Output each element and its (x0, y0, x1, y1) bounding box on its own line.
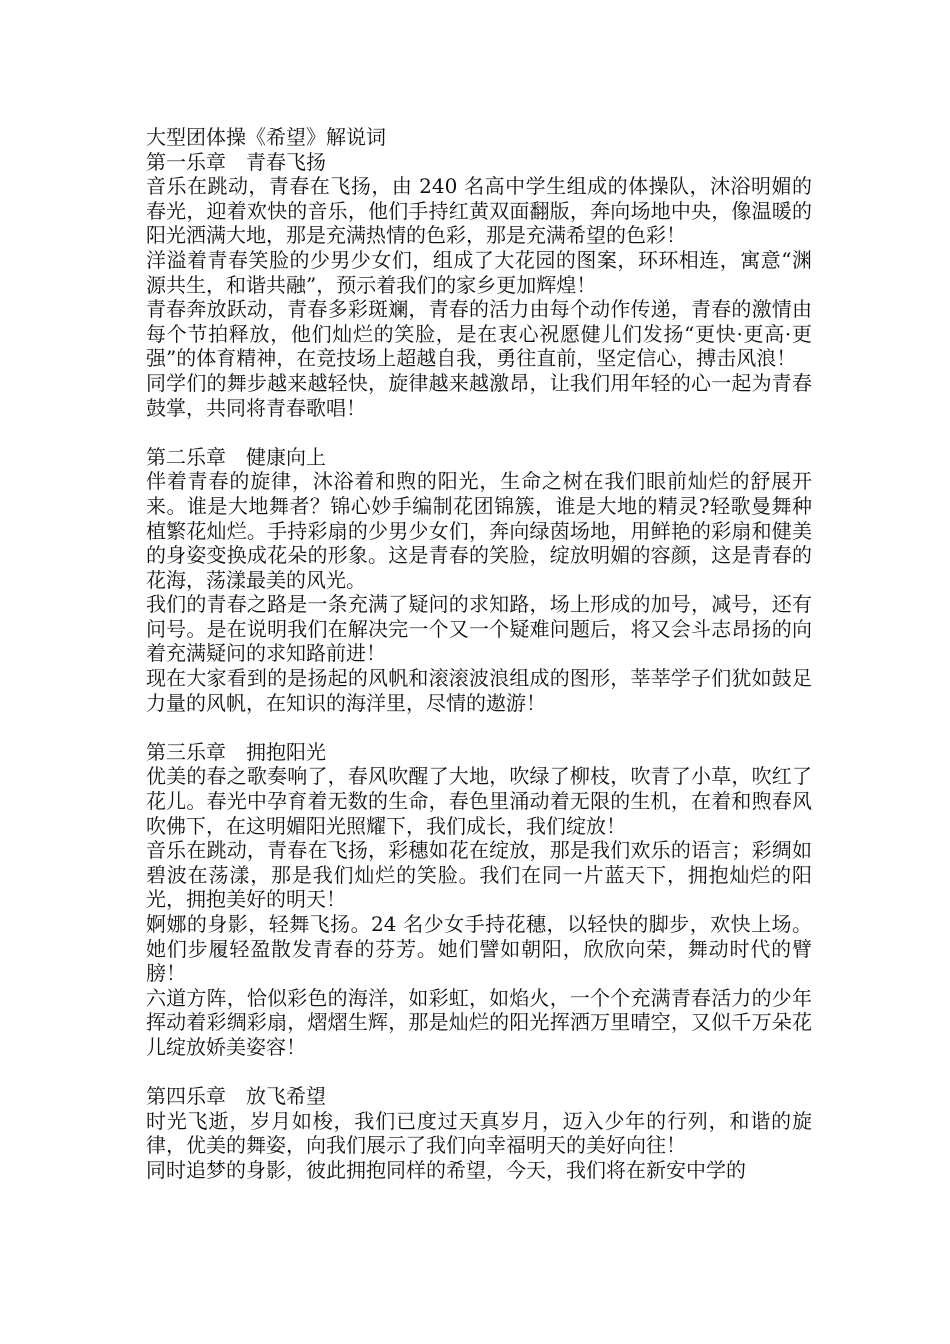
section-heading-1: 第一乐章 青春飞扬 (146, 149, 326, 174)
document-title: 大型团体操《希望》解说词 (146, 125, 386, 149)
section-spacer (146, 715, 812, 740)
paragraph: 优美的春之歌奏响了，春风吹醒了大地，吹绿了柳枝，吹青了小草，吹红了花儿。春光中孕育着无数的生命，春色里涌动着无限的生机，在着和煦春风吹佛下，在这明媚阳光照耀下，我们成长，我们绽放！ (146, 764, 812, 838)
paragraph: 婀娜的身影，轻舞飞扬。24 名少女手持花穗，以轻快的脚步，欢快上场。她们步履轻盈散发青春的芬芳。她们譬如朝阳，欣欣向荣，舞动时代的臂膀！ (146, 912, 812, 986)
paragraph: 音乐在跳动，青春在飞扬，彩穗如花在绽放，那是我们欢乐的语言；彩绸如碧波在荡漾，那是我们灿烂的笑脸。我们在同一片蓝天下，拥抱灿烂的阳光，拥抱美好的明天！ (146, 838, 812, 912)
paragraph: 音乐在跳动，青春在飞扬，由 240 名高中学生组成的体操队，沐浴明媚的春光，迎着欢快的音乐，他们手持红黄双面翻版，奔向场地中央，像温暖的阳光洒满大地，那是充满热情的色彩，那是充满希望的色彩！ (146, 174, 812, 248)
document-page (146, 125, 812, 1183)
paragraph: 洋溢着青春笑脸的少男少女们，组成了大花园的图案，环环相连，寓意“渊源共生，和谐共融”，预示着我们的家乡更加辉煌！ (146, 247, 812, 297)
paragraph: 同学们的舞步越来越轻快，旋律越来越激昂，让我们用年轻的心一起为青春鼓掌，共同将青春歌唱！ (146, 370, 812, 420)
paragraph: 六道方阵，恰似彩色的海洋，如彩虹，如焰火，一个个充满青春活力的少年挥动着彩绸彩扇，熠熠生辉，那是灿烂的阳光挥洒万里晴空，又似千万朵花儿绽放娇美姿容！ (146, 985, 812, 1059)
section-heading-4: 第四乐章 放飞希望 (146, 1084, 326, 1109)
section-spacer (146, 1060, 812, 1085)
paragraph: 同时追梦的身影，彼此拥抱同样的希望，今天，我们将在新安中学的 (146, 1157, 746, 1182)
section-heading-2: 第二乐章 健康向上 (146, 444, 326, 469)
paragraph: 青春奔放跃动，青春多彩斑斓，青春的活力由每个动作传递，青春的激情由每个节拍释放，他们灿烂的笑脸，是在衷心祝愿健儿们发扬“更快·更高·更强”的体育精神，在竞技场上超越自我，勇往直前，坚定信心，搏击风浪！ (146, 297, 812, 371)
paragraph: 我们的青春之路是一条充满了疑问的求知路，场上形成的加号，减号，还有问号。是在说明我们在解决完一个又一个疑难问题后，将又会斗志昂扬的向着充满疑问的求知路前进！ (146, 592, 812, 666)
section-spacer (146, 420, 812, 445)
section-heading-3: 第三乐章 拥抱阳光 (146, 739, 326, 764)
paragraph: 伴着青春的旋律，沐浴着和煦的阳光，生命之树在我们眼前灿烂的舒展开来。谁是大地舞者？锦心妙手编制花团锦簇，谁是大地的精灵?轻歌曼舞种植繁花灿烂。手持彩扇的少男少女们，奔向绿茵场地，用鲜艳的彩扇和健美的身姿变换成花朵的形象。这是青春的笑脸，绽放明媚的容颜，这是青春的花海，荡漾最美的风光。 (146, 469, 812, 592)
paragraph: 时光飞逝，岁月如梭，我们已度过天真岁月，迈入少年的行列，和谐的旋律，优美的舞姿，向我们展示了我们向幸福明天的美好向往！ (146, 1108, 812, 1158)
paragraph: 现在大家看到的是扬起的风帆和滚滚波浪组成的图形，莘莘学子们犹如鼓足力量的风帆，在知识的海洋里，尽情的遨游！ (146, 666, 812, 715)
